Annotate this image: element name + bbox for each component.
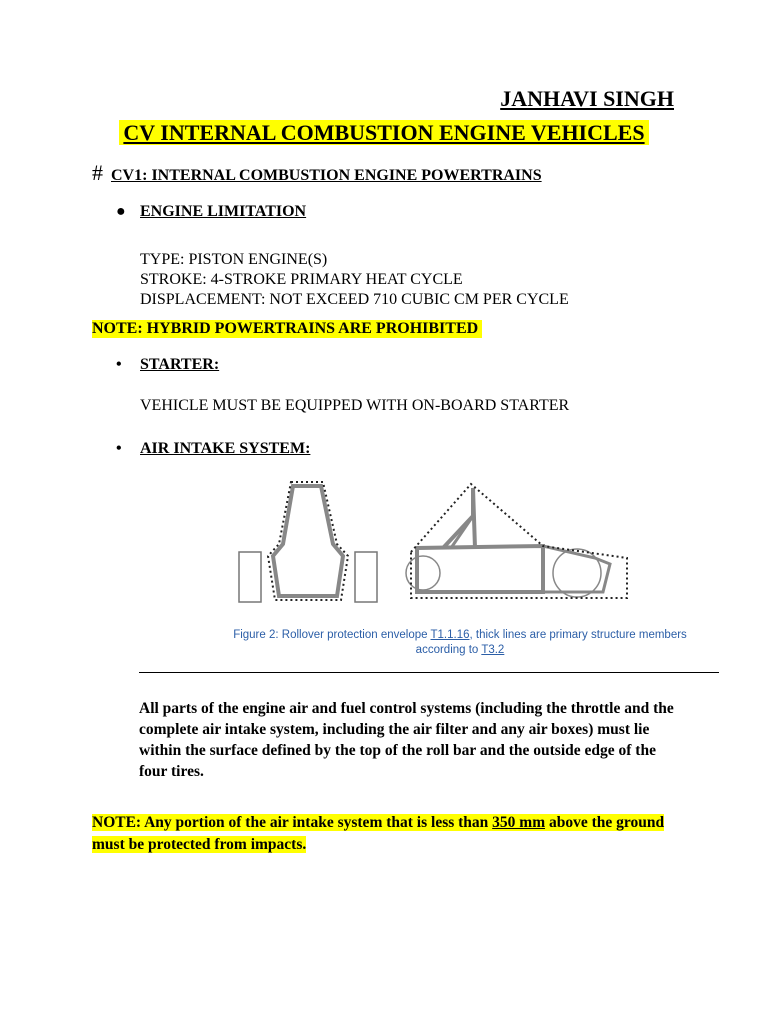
- bullet-air-intake: [116, 440, 311, 458]
- engine-displacement-line: DISPLACEMENT: NOT EXCEED 710 CUBIC CM PER CYCLE: [140, 291, 569, 308]
- note-highlight-value: 350 mm: [492, 814, 546, 831]
- caption-link-t1-1-16[interactable]: T1.1.16: [430, 629, 470, 641]
- bullet-engine-limitation: [116, 203, 307, 221]
- section-title: CV1: INTERNAL COMBUSTION ENGINE POWERTRAINS: [111, 167, 542, 184]
- air-intake-heading: AIR INTAKE SYSTEM:: [140, 440, 311, 457]
- starter-heading: STARTER:: [140, 356, 220, 373]
- author-name: JANHAVI SINGH: [500, 86, 674, 111]
- note-text-post: above the ground must be protected from impacts.: [92, 814, 665, 853]
- note-label: NOTE:: [92, 814, 142, 831]
- document-title: [0, 120, 768, 146]
- bullet-starter: [116, 356, 220, 374]
- caption-text-pre: Figure 2: Rollover protection envelope: [233, 629, 431, 641]
- note-text-pre: Any portion of the air intake system that is less than: [141, 814, 493, 831]
- side-view-diagram: [406, 484, 627, 598]
- hash-symbol: #: [92, 160, 103, 185]
- rollover-envelope-figure: [225, 476, 645, 626]
- air-intake-note: [92, 812, 692, 856]
- air-intake-paragraph: All parts of the engine air and fuel control systems (including the throttle and the complete air intake system, including the air filter and any air boxes) must lie within the surface defined by the top of the roll bar and the outside edge of the four tires.: [139, 700, 674, 780]
- front-view-diagram: [239, 482, 377, 602]
- bullet-icon: ●: [116, 203, 126, 220]
- caption-text-mid: , thick lines are primary structure members according to: [415, 629, 687, 656]
- document-title-text: CV INTERNAL COMBUSTION ENGINE VEHICLES: [119, 120, 648, 145]
- engine-limitation-heading: ENGINE LIMITATION: [140, 203, 307, 220]
- bullet-icon: •: [116, 440, 122, 457]
- hybrid-note: NOTE: HYBRID POWERTRAINS ARE PROHIBITED: [92, 320, 482, 338]
- bullet-icon: •: [116, 356, 122, 373]
- figure-caption: [230, 628, 690, 658]
- engine-type-line: TYPE: PISTON ENGINE(S): [140, 251, 328, 268]
- section-heading: [92, 160, 542, 186]
- engine-limitation-details: [140, 250, 569, 310]
- horizontal-divider: [139, 672, 719, 673]
- caption-link-t3-2[interactable]: T3.2: [481, 644, 505, 656]
- engine-stroke-line: STROKE: 4-STROKE PRIMARY HEAT CYCLE: [140, 271, 463, 288]
- starter-text: VEHICLE MUST BE EQUIPPED WITH ON-BOARD STARTER: [140, 397, 570, 414]
